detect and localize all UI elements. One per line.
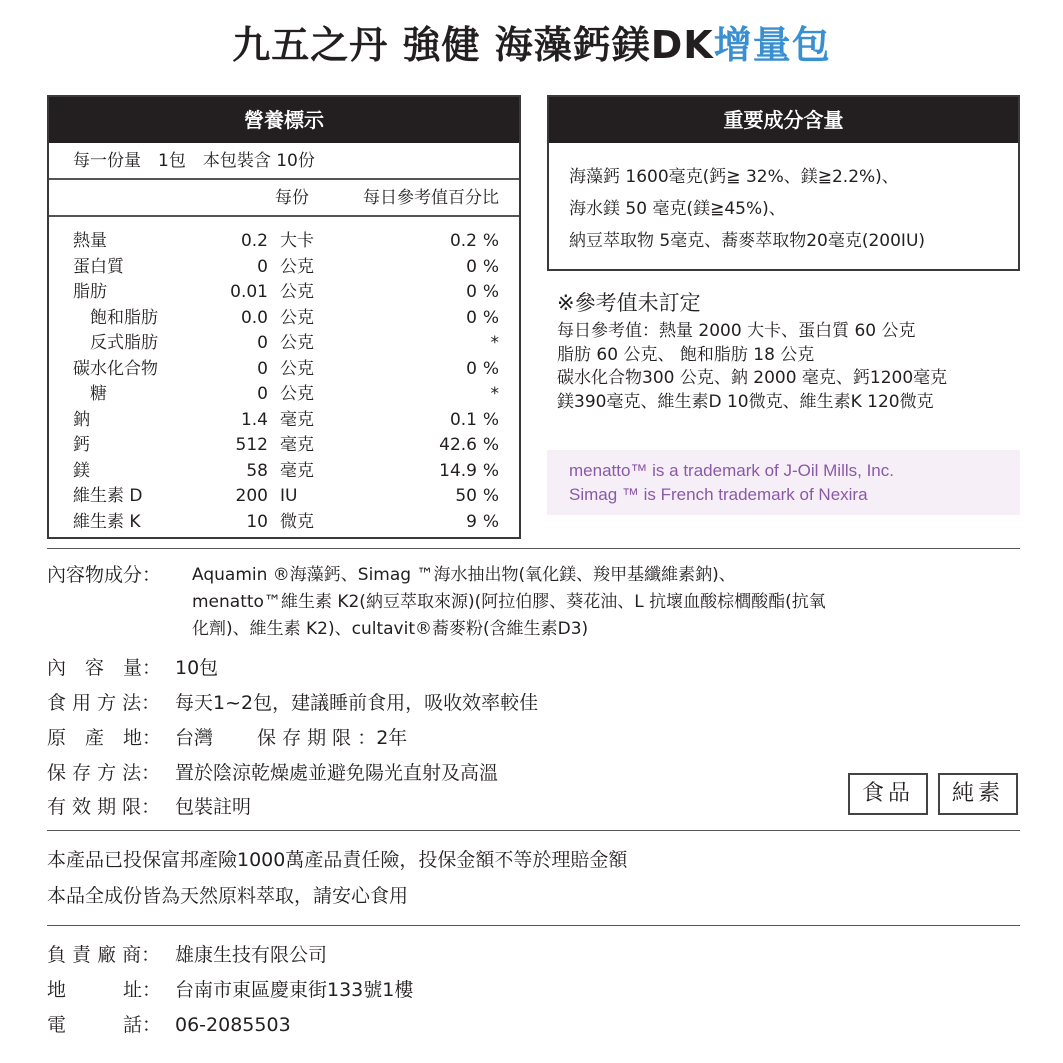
info-label: 電 話： xyxy=(47,1014,162,1036)
nutrition-row xyxy=(49,255,519,281)
percent-sign: % xyxy=(482,307,499,328)
nutrient-daily-value: 0.1 xyxy=(449,409,477,430)
nutrient-name: 蛋白質 xyxy=(73,256,124,277)
key-ingredients-box xyxy=(547,95,1020,271)
nutrient-amount: 0.2 xyxy=(240,231,268,251)
nutrient-name: 飽和脂肪 xyxy=(90,307,158,328)
company-phone xyxy=(47,1011,291,1039)
key-ingredient-line: 海藻鈣 1600毫克(鈣≧ 32%、鎂≧2.2%)、 xyxy=(569,167,899,187)
nutrition-row xyxy=(49,382,519,408)
nutrition-rows xyxy=(49,217,519,535)
percent-sign: % xyxy=(482,435,499,455)
info-storage xyxy=(47,759,498,787)
nutrient-amount: 58 xyxy=(246,460,268,481)
nutrient-daily-value: 0 xyxy=(466,282,477,302)
nutrient-unit: 大卡 xyxy=(280,231,314,251)
ingredients-line: 化劑)、維生素 K2)、cultavit®蕎麥粉(含維生素D3) xyxy=(192,619,589,639)
nutrient-amount: 0 xyxy=(257,256,268,277)
percent-sign: % xyxy=(482,358,499,379)
divider xyxy=(47,548,1020,549)
nutrient-daily-value: 14.9 xyxy=(439,460,477,481)
nutrient-daily-value: 42.6 xyxy=(439,435,477,455)
ingredients-line: Aquamin ®海藻鈣、Simag ™海水抽出物(氧化鎂、羧甲基纖維素鈉)、 xyxy=(192,565,736,585)
nutrient-unit: 毫克 xyxy=(280,460,314,481)
info-label: 地 址： xyxy=(47,979,162,1001)
ingredients-label: 內容物成分： xyxy=(47,564,162,586)
percent-sign: * xyxy=(490,384,499,404)
badge-food: 食品 xyxy=(848,773,928,815)
nutrient-name: 反式脂肪 xyxy=(90,333,158,353)
column-headers xyxy=(49,180,519,217)
nutrient-daily-value: 9 xyxy=(466,511,477,532)
percent-sign: % xyxy=(482,409,499,430)
nutrient-amount: 1.4 xyxy=(240,409,268,430)
nutrient-name: 鎂 xyxy=(73,460,90,481)
nutrient-name: 鈉 xyxy=(73,409,90,430)
nutrient-unit: 公克 xyxy=(280,282,314,302)
note-line: 碳水化合物300 公克、鈉 2000 毫克、鈣1200毫克 xyxy=(557,368,948,388)
percent-sign: % xyxy=(482,282,499,302)
note-line: 脂肪 60 公克、 飽和脂肪 18 公克 xyxy=(557,344,815,365)
nutrition-facts-table xyxy=(47,95,521,539)
trademark-line: Simag ™ is French trademark of Nexira xyxy=(569,485,868,504)
nutrient-name: 熱量 xyxy=(73,231,107,251)
info-value: 每天1~2包，建議睡前食用，吸收效率較佳 xyxy=(175,692,539,714)
info-label: 食 用 方 法： xyxy=(47,692,161,714)
nutrition-row xyxy=(49,331,519,357)
nutrient-unit: 公克 xyxy=(280,256,314,277)
info-label: 原 產 地： xyxy=(47,727,162,749)
nutrient-unit: IU xyxy=(280,486,298,506)
ingredients-line: menatto™維生素 K2(納豆萃取來源)(阿拉伯膠、葵花油、L 抗壞血酸棕櫚酸酯(抗氧 xyxy=(192,592,826,612)
nutrient-amount: 10 xyxy=(246,511,268,532)
info-value: 台南市東區慶東街133號1樓 xyxy=(175,979,414,1001)
nutrient-unit: 公克 xyxy=(280,307,314,328)
info-label: 保 存 方 法： xyxy=(47,762,161,784)
insurance-statement: 本產品已投保富邦產險1000萬產品責任險，投保金額不等於理賠金額 xyxy=(47,849,628,871)
nutrition-row xyxy=(49,408,519,434)
nutrient-name: 糖 xyxy=(90,384,107,404)
ingredients-section xyxy=(47,562,1020,647)
nutrient-amount: 512 xyxy=(235,435,268,455)
nutrient-name: 維生素 K xyxy=(73,511,141,532)
key-ingredient-line: 海水鎂 50 毫克(鎂≧45%)、 xyxy=(569,199,786,219)
info-value: 台灣 保 存 期 限 ：2年 xyxy=(175,727,408,749)
info-label: 有 效 期 限： xyxy=(47,796,161,818)
nutrition-row xyxy=(49,306,519,332)
note-line: 鎂390毫克、維生素D 10微克、維生素K 120微克 xyxy=(557,391,934,412)
info-value: 06-2085503 xyxy=(175,1014,291,1036)
info-expiry xyxy=(47,793,251,821)
nutrition-row xyxy=(49,433,519,459)
info-value: 置於陰涼乾燥處並避免陽光直射及高溫 xyxy=(175,762,499,784)
nutrition-row xyxy=(49,484,519,510)
nutrient-unit: 微克 xyxy=(280,511,314,532)
percent-sign: % xyxy=(482,256,499,277)
badge-vegan: 純素 xyxy=(938,773,1018,815)
nutrient-daily-value: 50 xyxy=(455,486,477,506)
nutrient-unit: 毫克 xyxy=(280,409,314,430)
nutrient-amount: 0 xyxy=(257,358,268,379)
nutrient-name: 脂肪 xyxy=(73,282,107,302)
divider xyxy=(47,830,1020,831)
percent-sign: * xyxy=(490,333,499,353)
info-label: 負 責 廠 商： xyxy=(47,944,161,966)
nutrition-row xyxy=(49,280,519,306)
nutrient-daily-value: 0 xyxy=(466,358,477,379)
nutrient-daily-value: 0 xyxy=(466,256,477,277)
info-value: 10包 xyxy=(175,657,219,679)
note-line: 每日參考值：熱量 2000 大卡、蛋白質 60 公克 xyxy=(557,321,916,341)
nutrition-row xyxy=(49,229,519,255)
info-value: 包裝註明 xyxy=(175,796,252,818)
col-per-serving: 每份 xyxy=(275,188,309,208)
notes-heading: ※參考值未訂定 xyxy=(557,291,701,315)
company-manufacturer xyxy=(47,941,327,969)
title-main: 九五之丹 強健 海藻鈣鎂DK xyxy=(232,23,714,67)
percent-sign: % xyxy=(482,511,499,532)
nutrition-row xyxy=(49,510,519,536)
nutrient-amount: 0 xyxy=(257,333,268,353)
info-origin xyxy=(47,724,407,752)
col-daily-value: 每日參考值百分比 xyxy=(363,188,499,208)
info-label: 內 容 量： xyxy=(47,657,162,679)
nutrient-unit: 毫克 xyxy=(280,435,314,455)
nutrient-name: 鈣 xyxy=(73,435,90,455)
percent-sign: % xyxy=(482,460,499,481)
nutrition-row xyxy=(49,459,519,485)
nutrient-unit: 公克 xyxy=(280,384,314,404)
percent-sign: % xyxy=(482,231,499,251)
trademark-line: menatto™ is a trademark of J-Oil Mills, Inc. xyxy=(569,461,894,480)
nutrient-name: 碳水化合物 xyxy=(73,358,158,379)
info-net-content xyxy=(47,654,218,682)
info-usage xyxy=(47,689,538,717)
nutrient-amount: 0.01 xyxy=(230,282,268,302)
reference-notes xyxy=(557,288,947,414)
nutrient-unit: 公克 xyxy=(280,358,314,379)
percent-sign: % xyxy=(482,486,499,506)
company-address xyxy=(47,976,413,1004)
nutrient-daily-value: 0 xyxy=(466,307,477,328)
nutrient-amount: 0 xyxy=(257,384,268,404)
nutrient-daily-value: 0.2 xyxy=(449,231,477,251)
nutrient-name: 維生素 D xyxy=(73,486,143,506)
key-ingredients-header: 重要成分含量 xyxy=(549,97,1018,143)
info-value: 雄康生技有限公司 xyxy=(175,944,328,966)
nutrition-row xyxy=(49,357,519,383)
nutrition-header: 營養標示 xyxy=(49,97,519,143)
serving-size: 每一份量 1包 本包裝含 10份 xyxy=(49,143,519,180)
nutrient-unit: 公克 xyxy=(280,333,314,353)
title-highlight: 增量包 xyxy=(713,23,831,67)
natural-statement: 本品全成份皆為天然原料萃取，請安心食用 xyxy=(47,885,409,907)
nutrient-amount: 0.0 xyxy=(240,307,268,328)
nutrient-amount: 200 xyxy=(235,486,268,506)
product-title xyxy=(0,14,1063,69)
key-ingredient-line: 納豆萃取物 5毫克、蕎麥萃取物20毫克(200IU) xyxy=(569,231,926,251)
divider xyxy=(47,925,1020,926)
trademark-box xyxy=(547,450,1020,515)
